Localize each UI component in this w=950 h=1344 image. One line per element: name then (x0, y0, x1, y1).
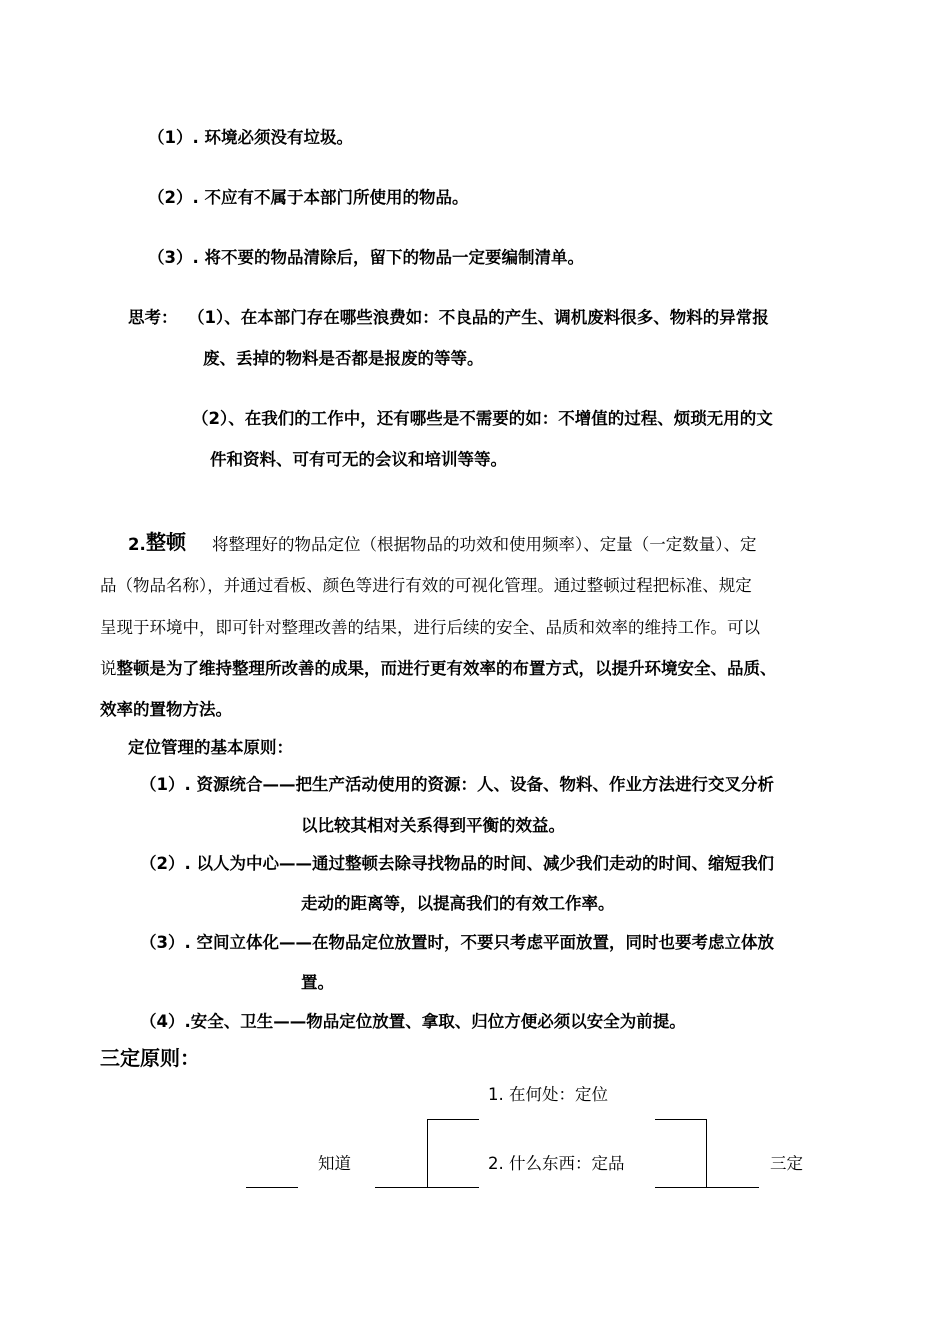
principle-1-line2: 以比较其相对关系得到平衡的效益。 (301, 816, 565, 835)
think-q2-line2: 件和资料、可有可无的会议和培训等等。 (210, 450, 507, 469)
diagram-line-left-bracket-top (427, 1119, 479, 1120)
section2-line5: 效率的置物方法。 (100, 700, 232, 719)
diagram-line-left-bracket-vertical (427, 1119, 428, 1188)
list-item-2: （2）. 不应有不属于本部门所使用的物品。 (148, 188, 469, 207)
diagram-line-right-bracket-top (655, 1119, 707, 1120)
principle-4: （4）.安全、卫生——物品定位放置、拿取、归位方便必须以安全为前提。 (140, 1012, 686, 1031)
principle-2-line1: （2）. 以人为中心——通过整顿去除寻找物品的时间、减少我们走动的时间、缩短我们 (140, 854, 774, 873)
principle-2-line2: 走动的距离等，以提高我们的有效工作率。 (301, 894, 615, 913)
section2-line3: 呈现于环境中，即可针对整理改善的结果，进行后续的安全、品质和效率的维持工作。可以 (100, 618, 760, 637)
think-label: 思考： (128, 308, 178, 327)
section2-title: 整顿 (146, 530, 186, 554)
section2-line4 (100, 659, 777, 679)
list-item-3: （3）. 将不要的物品清除后，留下的物品一定要编制清单。 (148, 248, 584, 267)
section2-line4-bold: 整顿是为了维持整理所改善的成果，而进行更有效率的布置方式，以提升环境安全、品质、 (116, 659, 777, 678)
section2-line2: 品（物品名称），并通过看板、颜色等进行有效的可视化管理。通过整顿过程把标准、规定 (100, 576, 752, 595)
three-fixed-item-1: 1. 在何处：定位 (488, 1085, 608, 1104)
think-q2-line1: （2）、在我们的工作中，还有哪些是不需要的如：不增值的过程、烦琐无用的文 (192, 409, 773, 428)
think-q1-line1: （1）、在本部门存在哪些浪费如：不良品的产生、调机废料很多、物料的异常报 (188, 308, 769, 327)
three-fixed-left-label: 知道 (318, 1154, 351, 1173)
section2-line1: 将整理好的物品定位（根据物品的功效和使用频率）、定量（一定数量）、定 (212, 535, 757, 554)
principle-3-line2: 置。 (301, 973, 334, 992)
three-fixed-heading: 三定原则： (100, 1046, 200, 1070)
section2-number: 2. (128, 535, 146, 554)
principle-3-line1: （3）. 空间立体化——在物品定位放置时，不要只考虑平面放置，同时也要考虑立体放 (140, 933, 774, 952)
principle-1-line1: （1）. 资源统合——把生产活动使用的资源：人、设备、物料、作业方法进行交叉分析 (140, 775, 774, 794)
diagram-line-right-bracket-bottom (655, 1187, 759, 1188)
think-q1-line2: 废、丢掉的物料是否都是报废的等等。 (203, 349, 484, 368)
three-fixed-right-label: 三定 (770, 1154, 803, 1173)
principles-heading: 定位管理的基本原则： (128, 738, 293, 757)
diagram-line-left (246, 1187, 298, 1188)
list-item-1: （1）. 环境必须没有垃圾。 (148, 128, 353, 147)
section2-line4-prefix: 说 (100, 659, 117, 678)
three-fixed-item-2: 2. 什么东西：定品 (488, 1154, 625, 1173)
diagram-line-right-bracket-vertical (706, 1119, 707, 1188)
